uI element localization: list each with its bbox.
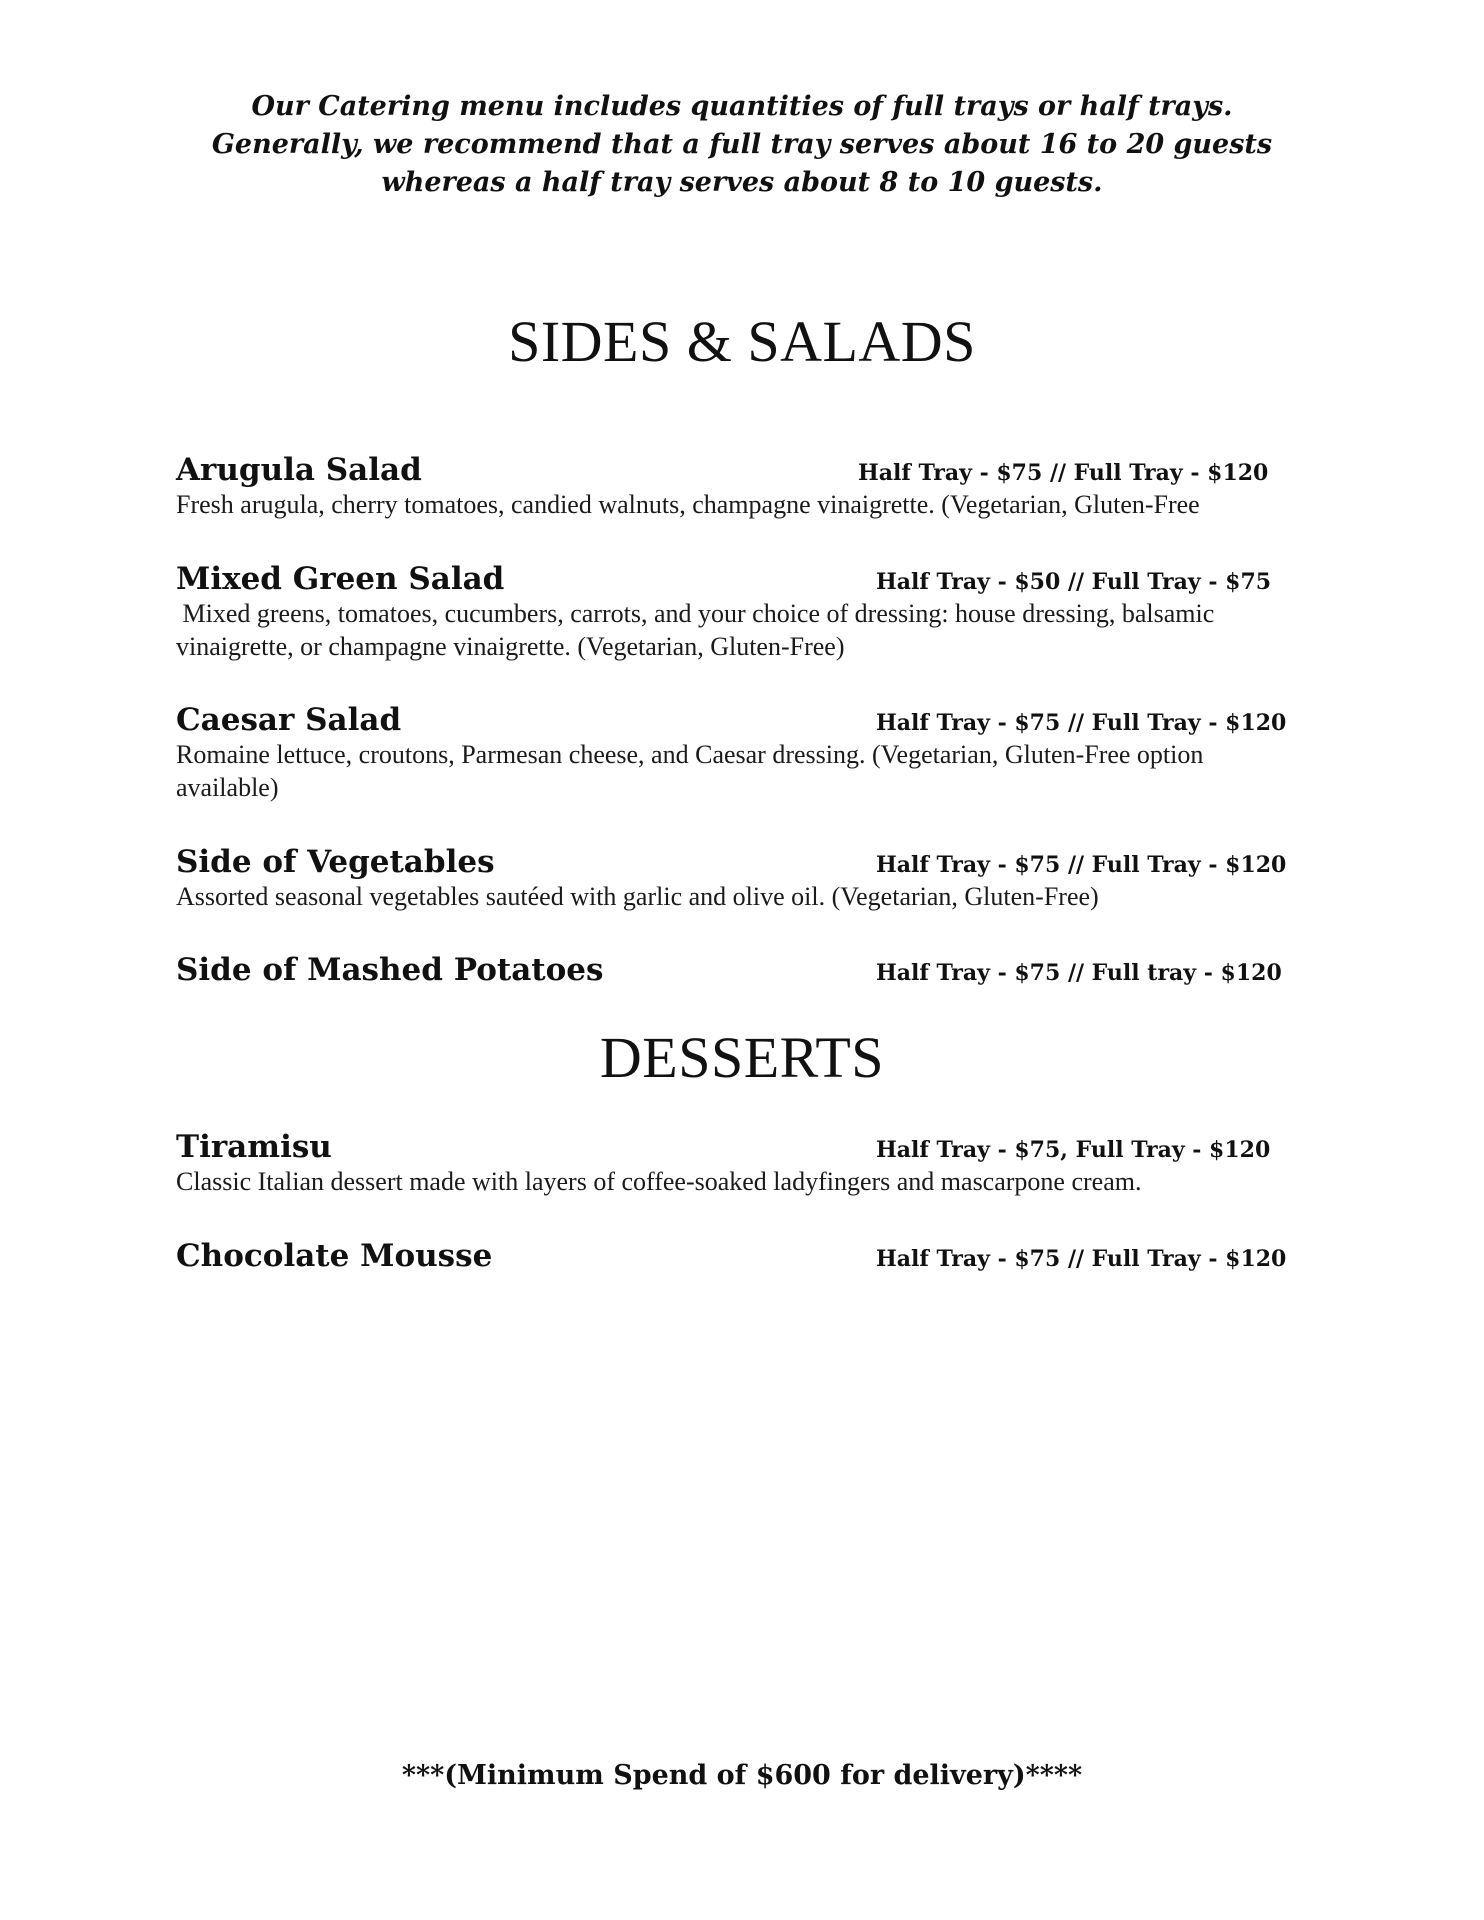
item-price: Half Tray - $75 // Full tray - $120 [876,960,1282,986]
item-price: Half Tray - $50 // Full Tray - $75 [876,569,1272,595]
item-price: Half Tray - $75 // Full Tray - $120 [858,460,1269,486]
item-name: Arugula Salad [176,452,422,488]
item-name: Chocolate Mousse [176,1238,493,1274]
item-description: Classic Italian dessert made with layers of coffee-soaked ladyfingers and mascarpone cream. [176,1167,1142,1196]
item-name: Side of Vegetables [176,844,495,880]
sides-section-title: SIDES & SALADS [508,309,976,374]
item-price: Half Tray - $75, Full Tray - $120 [876,1137,1271,1163]
item-description: Mixed greens, tomatoes, cucumbers, carrots, and your choice of dressing: house dressing, balsamic vinaigrette, or champagne vinaigrette. (Vegetarian, Gluten-Free) [176,599,1221,661]
item-name: Tiramisu [176,1129,332,1165]
catering-intro-note: Our Catering menu includes quantities of full trays or half trays. Generally, we recommend that a full tray serves about 16 to 20 guests whereas a half tray serves about 8 to 10 guests. [211,91,1273,198]
item-price: Half Tray - $75 // Full Tray - $120 [876,1246,1287,1272]
item-name: Caesar Salad [176,702,402,738]
desserts-section-title: DESSERTS [599,1025,885,1090]
item-price: Half Tray - $75 // Full Tray - $120 [876,852,1287,878]
item-price: Half Tray - $75 // Full Tray - $120 [876,710,1287,736]
delivery-minimum-note: ***(Minimum Spend of $600 for delivery)**** [401,1760,1083,1791]
item-description: Romaine lettuce, croutons, Parmesan cheese, and Caesar dressing. (Vegetarian, Gluten-Free option available) [176,740,1204,802]
item-name: Side of Mashed Potatoes [176,952,604,988]
item-name: Mixed Green Salad [176,561,505,597]
item-description: Assorted seasonal vegetables sautéed with garlic and olive oil. (Vegetarian, Gluten-Free) [176,882,1099,911]
item-description: Fresh arugula, cherry tomatoes, candied walnuts, champagne vinaigrette. (Vegetarian, Gluten-Free [176,490,1200,519]
